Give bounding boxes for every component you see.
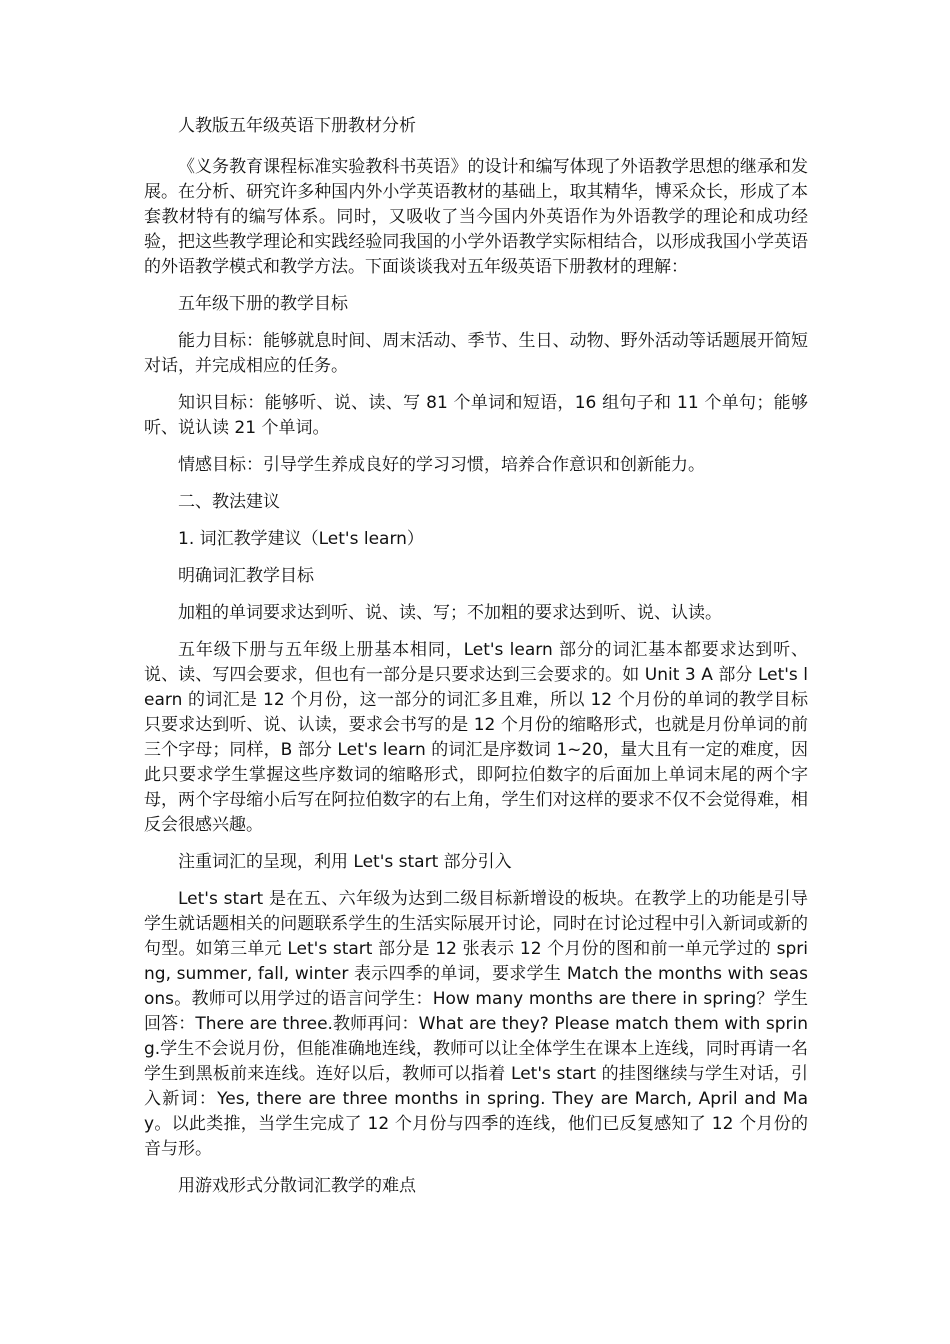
vocab-paragraph: 五年级下册与五年级上册基本相同，Let's learn 部分的词汇基本都要求达到听、说、读、写四会要求，但也有一部分是只要求达到三会要求的。如 Unit 3 A 部分 Let's learn 的词汇是 12 个月份，这一部分的词汇多且难，所以 12 个月份的单词的教学目标只要求达到听、说、认读，要求会书写的是 12 个月份的缩略形式，也就是月份单词的前三个字母；同样，B 部分 Let's learn 的词汇是序数词 1~20，量大且有一定的难度，因此只要求学生掌握这些序数词的缩略形式，即阿拉伯数字的后面加上单词末尾的两个字母，两个字母缩小后写在阿拉伯数字的右上角，学生们对这样的要求不仅不会觉得难，相反会很感兴趣。: [144, 640, 808, 835]
document-title: 人教版五年级英语下册教材分析: [178, 116, 416, 136]
presentation-heading: 注重词汇的呈现，利用 Let's start 部分引入: [178, 852, 512, 872]
bold-rule-paragraph: 加粗的单词要求达到听、说、读、写；不加粗的要求达到听、说、认读。: [178, 603, 722, 623]
document-body: [144, 114, 808, 1199]
lets-start-paragraph: Let's start 是在五、六年级为达到二级目标新增设的板块。在教学上的功能是引导学生就话题相关的问题联系学生的生活实际展开讨论，同时在讨论过程中引入新词或新的句型。如第三单元 Let's start 部分是 12 张表示 12 个月份的图和前一单元学过的 spring, summer, fall, winter 表示四季的单词，要求学生 Match the months with seasons。教师可以用学过的语言问学生：How many months are there in spring？学生回答：There are three.教师再问：What are they? Please match them with spring.学生不会说月份，但能准确地连线，教师可以让全体学生在课本上连线，同时再请一名学生到黑板前来连线。连好以后，教师可以指着 Let's start 的挂图继续与学生对话，引入新词：Yes, there are three months in spring. They are March, April and May。以此类推，当学生完成了 12 个月份与四季的连线，他们已反复感知了 12 个月份的音与形。: [144, 889, 808, 1159]
vocab-heading: 1. 词汇教学建议（Let's learn）: [178, 529, 424, 549]
emotion-goal-paragraph: 情感目标：引导学生养成良好的学习习惯，培养合作意识和创新能力。: [178, 455, 705, 475]
intro-paragraph: 《义务教育课程标准实验教科书英语》的设计和编写体现了外语教学思想的继承和发展。在分析、研究许多种国内外小学英语教材的基础上，取其精华，博采众长，形成了本套教材特有的编写体系。同时，又吸收了当今国内外英语作为外语教学的理论和成功经验，把这些教学理论和实践经验同我国的小学外语教学实际相结合，以形成我国小学英语的外语教学模式和教学方法。下面谈谈我对五年级英语下册教材的理解：: [144, 157, 808, 277]
ability-goal-paragraph: 能力目标：能够就息时间、周末活动、季节、生日、动物、野外活动等话题展开简短对话，并完成相应的任务。: [144, 331, 808, 376]
methods-heading: 二、教法建议: [178, 492, 280, 512]
goals-heading: 五年级下册的教学目标: [178, 294, 348, 314]
vocab-goal-heading: 明确词汇教学目标: [178, 566, 314, 586]
game-heading: 用游戏形式分散词汇教学的难点: [178, 1176, 416, 1196]
knowledge-goal-paragraph: 知识目标：能够听、说、读、写 81 个单词和短语，16 组句子和 11 个单句；能够听、说认读 21 个单词。: [144, 393, 808, 438]
